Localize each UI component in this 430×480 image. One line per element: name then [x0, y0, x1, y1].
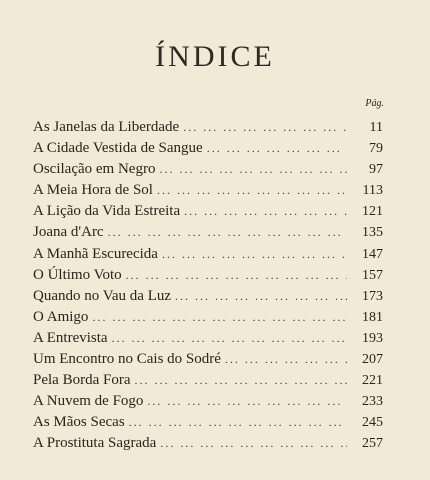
leader-dots [159, 159, 347, 180]
entry-page: 207 [362, 352, 383, 368]
toc-entry [33, 433, 383, 454]
entry-title: A Cidade Vestida de Sangue [33, 140, 203, 157]
leader-dots [112, 328, 347, 349]
toc-entry [33, 265, 383, 286]
entry-page: 97 [369, 162, 383, 178]
entry-title: As Mãos Secas [33, 414, 125, 431]
leader-dots [184, 201, 347, 222]
entry-title: O Amigo [33, 308, 89, 325]
entry-page: 11 [369, 120, 383, 135]
leader-dots [108, 222, 347, 243]
entry-page: 157 [362, 267, 383, 283]
page-column-header: Pág. [365, 98, 384, 109]
entry-page: 113 [362, 183, 383, 199]
entry-page: 245 [362, 415, 383, 431]
entry-title: Um Encontro no Cais do Sodré [33, 351, 221, 368]
leader-dots [225, 349, 347, 370]
leader-dots [126, 265, 347, 286]
entry-page: 147 [362, 246, 383, 262]
entry-page: 135 [362, 225, 383, 241]
leader-dots [207, 138, 347, 159]
entry-title: A Prostituta Sagrada [33, 435, 157, 452]
toc-entry [33, 328, 383, 349]
table-of-contents [33, 117, 383, 455]
toc-entry [33, 222, 383, 243]
entry-page: 173 [362, 288, 383, 304]
entry-title: A Entrevista [33, 329, 108, 346]
toc-entry [33, 159, 383, 180]
page-title: ÍNDICE [155, 40, 275, 73]
leader-dots [134, 370, 347, 391]
leader-dots [162, 244, 347, 265]
leader-dots [160, 433, 347, 454]
entry-page: 79 [369, 141, 383, 157]
entry-page: 193 [362, 330, 383, 346]
toc-entry [33, 244, 383, 265]
leader-dots [175, 286, 347, 307]
entry-title: A Nuvem de Fogo [33, 393, 144, 410]
entry-page: 233 [362, 394, 383, 410]
toc-entry [33, 349, 383, 370]
toc-entry [33, 391, 383, 412]
entry-title: A Meia Hora de Sol [33, 182, 153, 199]
toc-entry [33, 370, 383, 391]
leader-dots [157, 180, 347, 201]
leader-dots [147, 391, 347, 412]
toc-entry [33, 201, 383, 222]
entry-page: 221 [362, 373, 383, 389]
toc-entry [33, 307, 383, 328]
toc-entry [33, 117, 383, 138]
toc-entry [33, 412, 383, 433]
toc-entry [33, 180, 383, 201]
leader-dots [183, 117, 347, 138]
leader-dots [92, 307, 347, 328]
toc-entry [33, 286, 383, 307]
entry-title: Oscilação em Negro [33, 161, 156, 178]
entry-title: O Último Voto [33, 266, 122, 283]
entry-page: 257 [362, 436, 383, 452]
leader-dots [129, 412, 347, 433]
entry-title: Pela Borda Fora [33, 372, 131, 389]
entry-title: Joana d'Arc [33, 224, 104, 241]
entry-title: As Janelas da Liberdade [33, 119, 180, 135]
entry-title: Quando no Vau da Luz [33, 287, 172, 304]
entry-page: 181 [362, 309, 383, 325]
entry-title: A Manhã Escurecida [33, 245, 158, 262]
entry-title: A Lição da Vida Estreita [33, 203, 181, 220]
entry-page: 121 [362, 204, 383, 220]
toc-entry [33, 138, 383, 159]
